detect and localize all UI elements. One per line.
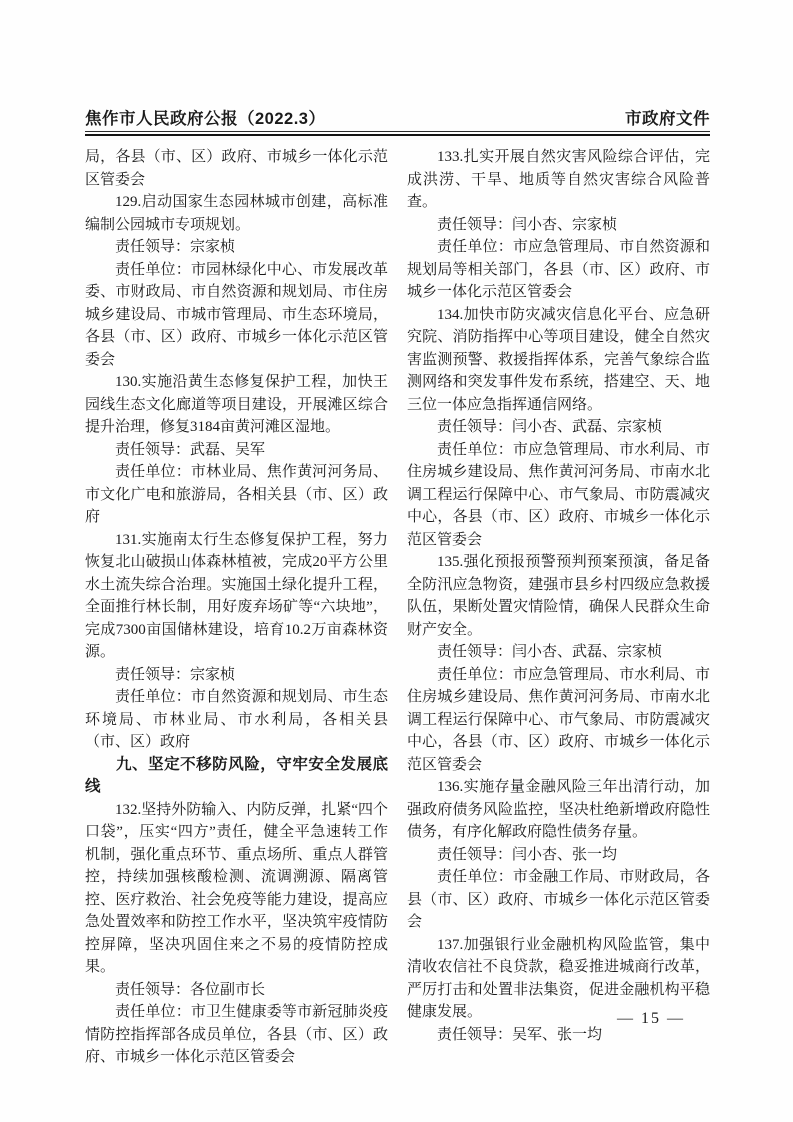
item-133: 133.扎实开展自然灾害风险综合评估，完成洪涝、干旱、地质等自然灾害综合风险普查。	[407, 149, 710, 210]
responsible-leader-132: 责任领导：各位副市长	[115, 981, 266, 998]
item-132: 132.坚持外防输入、内防反弹，扎紧“四个口袋”，压实“四方”责任，健全平急速转工作机制，强化重点环节、重点场所、重点人群管控，持续加强核酸检测、流调溯源、隔离管控、医疗救治、社会免疫等能力建设，提高应急处置效率和防控工作水平，坚决筑牢疫情防控屏障，坚决巩固住来之不易的疫情防控成果。	[85, 801, 388, 975]
section-label: 市政府文件	[625, 110, 710, 128]
page-number: — 15 —	[617, 1010, 685, 1027]
responsible-unit-136: 责任单位：市金融工作局、市财政局，各县（市、区）政府、市城乡一体化示范区管委会	[407, 869, 710, 930]
gazette-title: 焦作市人民政府公报（2022.3）	[85, 110, 326, 128]
responsible-leader-135: 责任领导：闫小杏、武磊、宗家桢	[437, 644, 663, 660]
responsible-leader-129: 责任领导：宗家桢	[115, 239, 236, 255]
responsible-unit-129: 责任单位：市园林绿化中心、市发展改革委、市财政局、市自然资源和规划局、市住房城乡建设局、市城市管理局、市生态环境局，各县（市、区）政府、市城乡一体化示范区管委会	[85, 261, 388, 368]
responsible-leader-133: 责任领导：闫小杏、宗家桢	[437, 216, 618, 233]
page-header	[85, 105, 710, 129]
responsible-leader-131: 责任领导：宗家桢	[115, 666, 236, 683]
continuation-paragraph: 局，各县（市、区）政府、市城乡一体化示范区管委会	[85, 149, 388, 188]
responsible-unit-130: 责任单位：市林业局、焦作黄河河务局、市文化广电和旅游局，各相关县（市、区）政府	[85, 464, 388, 525]
header-rule	[85, 131, 710, 136]
responsible-unit-135: 责任单位：市应急管理局、市水利局、市住房城乡建设局、焦作黄河河务局、市南水北调工程运行保障中心、市气象局、市防震减灾中心，各县（市、区）政府、市城乡一体化示范区管委会	[407, 666, 710, 773]
section-heading-9: 九、坚定不移防风险，守牢安全发展底线	[85, 755, 388, 795]
item-134: 134.加快市防灾减灾信息化平台、应急研究院、消防指挥中心等项目建设，健全自然灾害监测预警、救援指挥体系，完善气象综合监测网络和突发事件发布系统，搭建空、天、地三位一体应急指挥通信网络。	[407, 306, 710, 413]
responsible-leader-137: 责任领导：吴军、张一均	[437, 1026, 603, 1043]
left-column	[85, 146, 388, 1069]
item-135: 135.强化预报预警预判预案预演，备足备全防汛应急物资，建强市县乡村四级应急救援队伍，果断处置灾情险情，确保人民群众生命财产安全。	[407, 554, 710, 638]
item-136: 136.实施存量金融风险三年出清行动，加强政府债务风险监控，坚决杜绝新增政府隐性债务，有序化解政府隐性债务存量。	[407, 779, 710, 840]
body-columns	[85, 146, 710, 1069]
responsible-unit-132: 责任单位：市卫生健康委等市新冠肺炎疫情防控指挥部各成员单位，各县（市、区）政府、市城乡一体化示范区管委会	[85, 1004, 388, 1065]
responsible-leader-134: 责任领导：闫小杏、武磊、宗家桢	[437, 419, 663, 435]
item-130: 130.实施沿黄生态修复保护工程，加快王园线生态文化廊道等项目建设，开展滩区综合提升治理，修复3184亩黄河滩区湿地。	[85, 374, 388, 435]
item-129: 129.启动国家生态园林城市创建，高标准编制公园城市专项规划。	[85, 194, 388, 233]
item-137: 137.加强银行业金融机构风险监管，集中清收农信社不良贷款，稳妥推进城商行改革，严厉打击和处置非法集资，促进金融机构平稳健康发展。	[407, 936, 710, 1020]
right-column	[407, 146, 710, 1069]
responsible-leader-136: 责任领导：闫小杏、张一均	[437, 846, 618, 863]
responsible-unit-133: 责任单位：市应急管理局、市自然资源和规划局等相关部门，各县（市、区）政府、市城乡一体化示范区管委会	[407, 239, 710, 300]
responsible-unit-134: 责任单位：市应急管理局、市水利局、市住房城乡建设局、焦作黄河河务局、市南水北调工程运行保障中心、市气象局、市防震减灾中心，各县（市、区）政府、市城乡一体化示范区管委会	[407, 441, 710, 548]
item-131: 131.实施南太行生态修复保护工程，努力恢复北山破损山体森林植被，完成20平方公里水土流失综合治理。实施国土绿化提升工程，全面推行林长制，用好废弃场矿等“六块地”，完成7300亩国储林建设，培育10.2万亩森林资源。	[85, 531, 388, 660]
responsible-leader-130: 责任领导：武磊、吴军	[115, 441, 266, 458]
responsible-unit-131: 责任单位：市自然资源和规划局、市生态环境局、市林业局、市水利局，各相关县（市、区）政府	[85, 689, 388, 750]
